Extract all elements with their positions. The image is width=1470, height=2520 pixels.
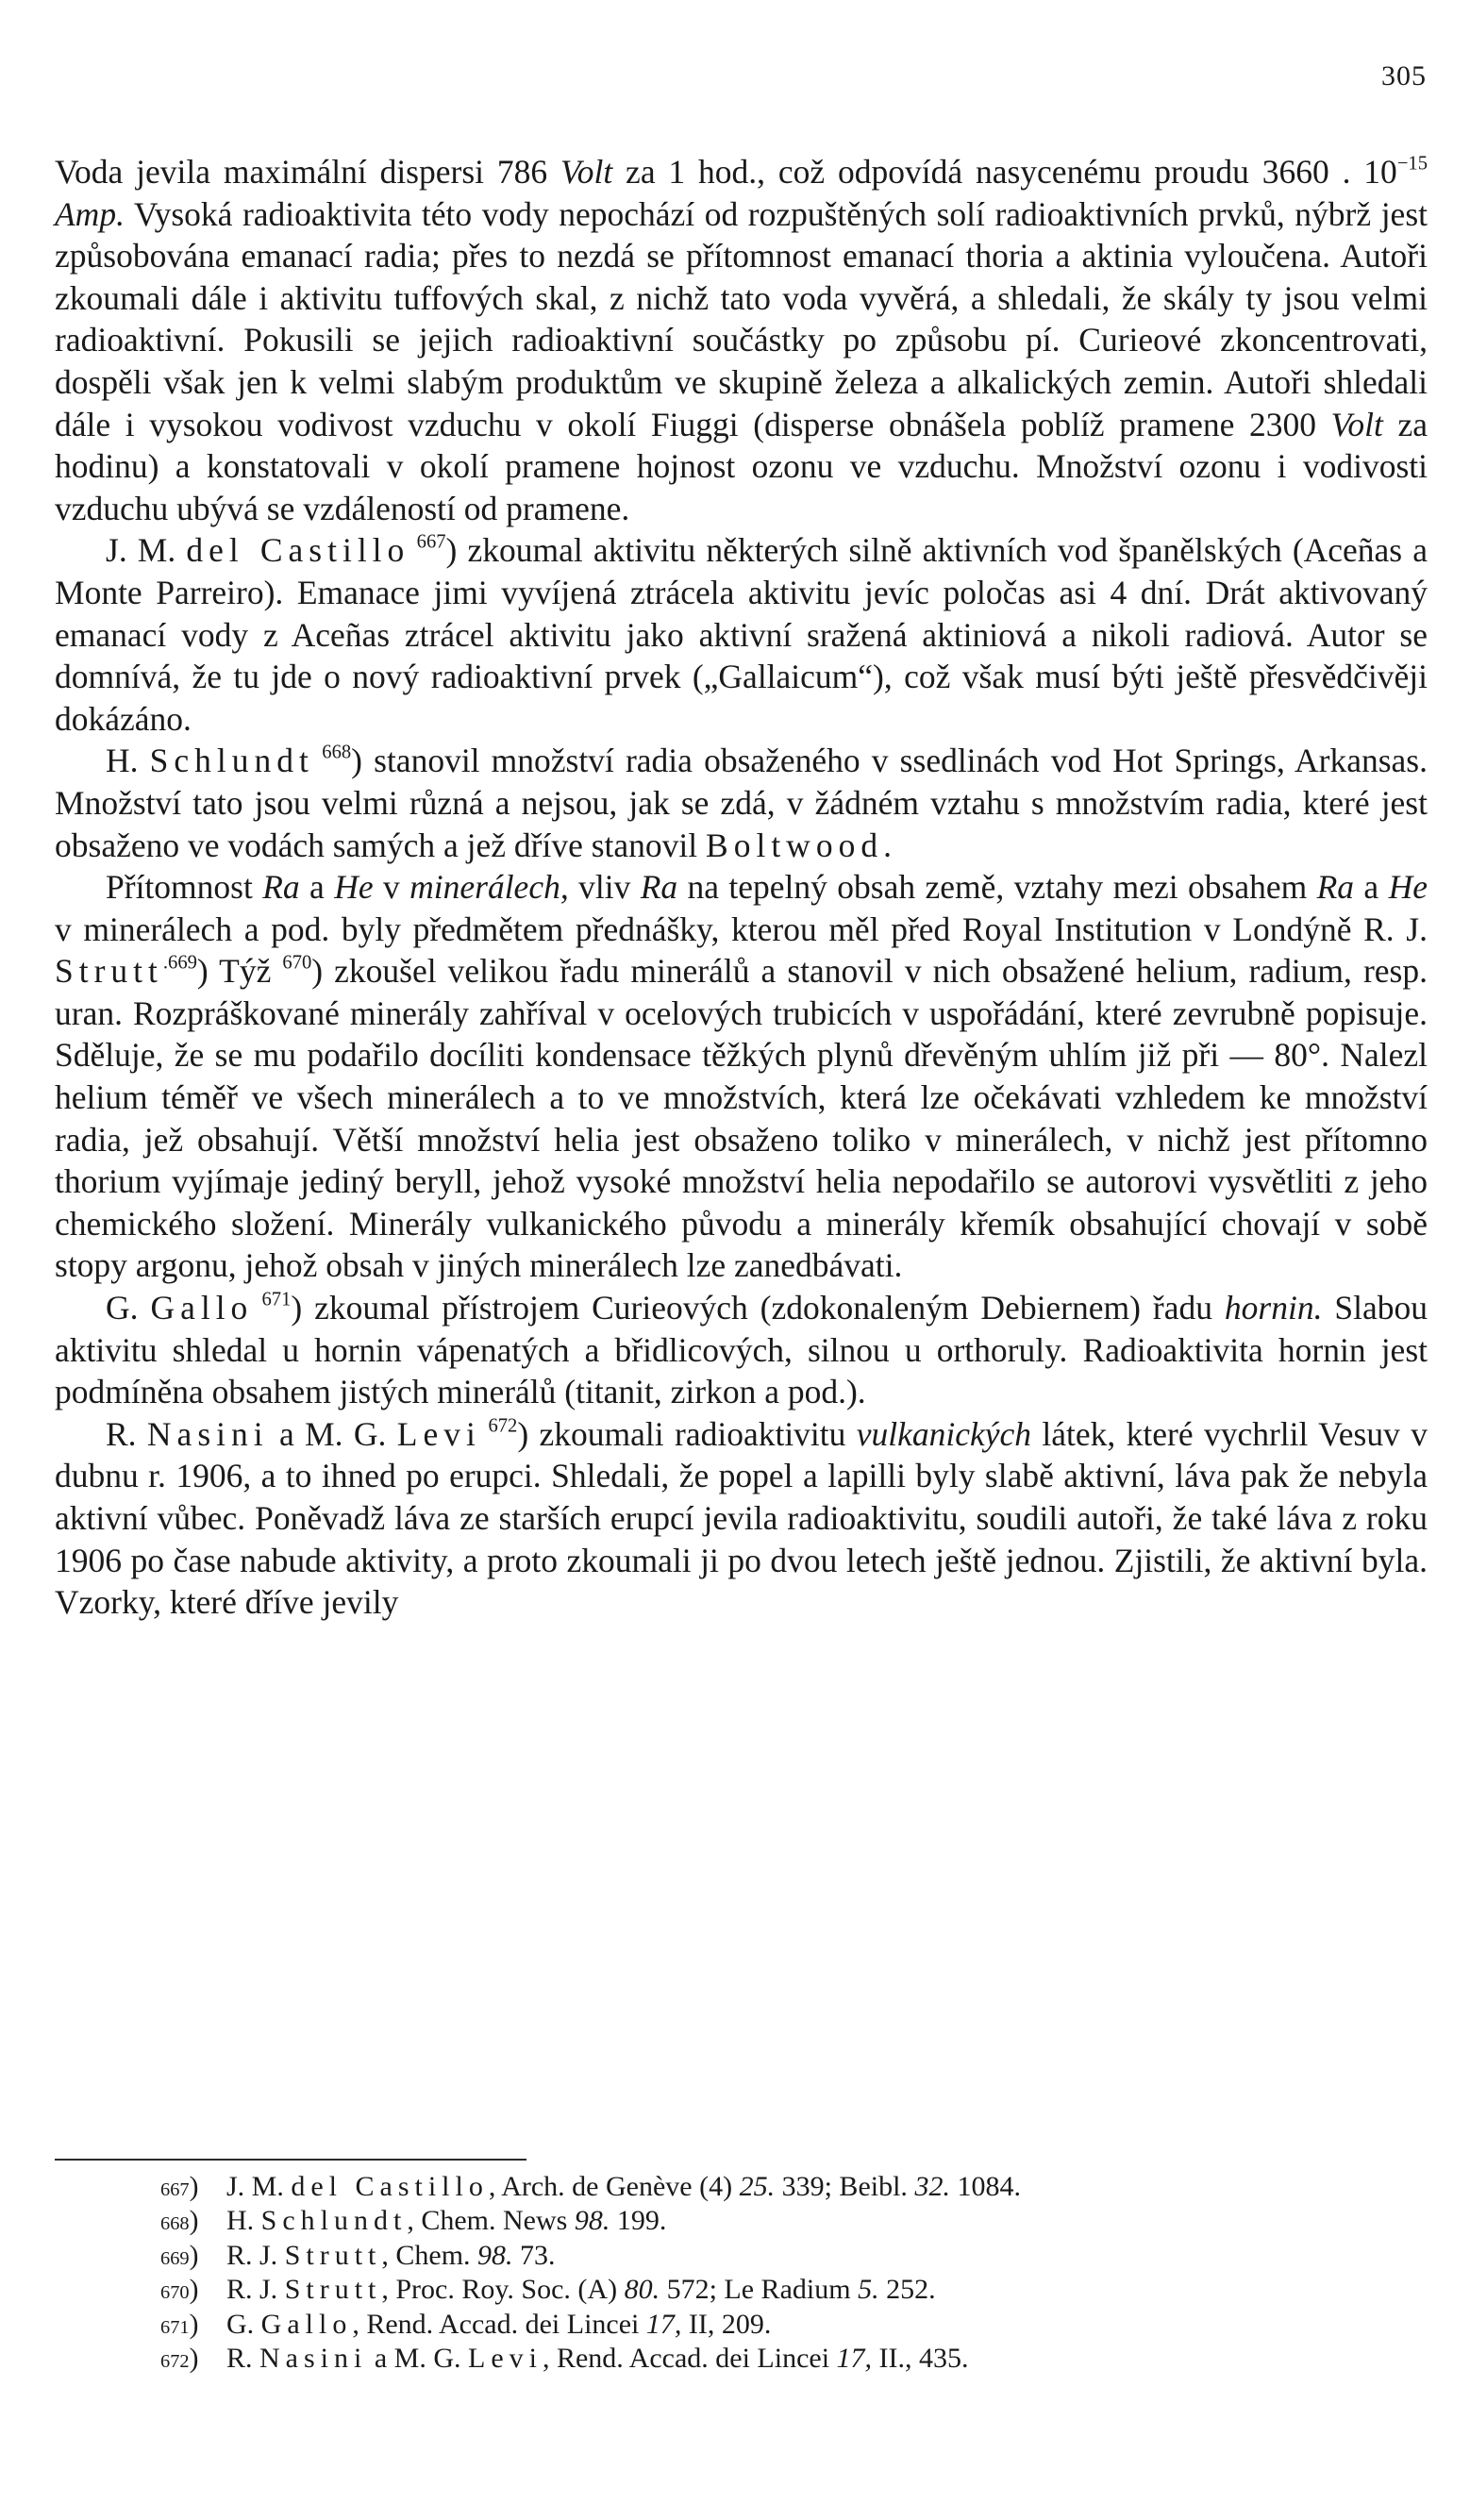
italic-text: Volt: [1330, 405, 1383, 443]
text-run: Voda jevila maximální dispersi 786: [55, 153, 560, 191]
text-run: H.: [226, 2205, 261, 2237]
italic-text: 17,: [645, 2308, 682, 2340]
footnote-text: [226, 2240, 556, 2271]
author-name: Strutt: [55, 952, 163, 991]
text-run: v: [373, 868, 410, 907]
text-run: G.: [106, 1289, 151, 1327]
footnote-text: [226, 2343, 969, 2374]
italic-text: 17,: [836, 2343, 873, 2375]
text-run: na tepelný obsah země, vztahy mezi obsahem: [677, 868, 1317, 907]
text-run: za 1 hod., což odpovídá nasycenému proudu 3660 . 10: [612, 153, 1397, 191]
footnote: [55, 2273, 1428, 2307]
author-name: Strutt: [284, 2239, 382, 2271]
author-name: Boltwood: [706, 826, 884, 864]
text-run: 339; Beibl.: [775, 2171, 915, 2202]
author-name: Nasini: [259, 2343, 368, 2375]
footnote-number: 670 ): [160, 2273, 198, 2310]
footnote-ref: 670: [282, 952, 312, 974]
text-run: ) stanovil množství radia obsaženého v ssedlinách vod Hot Springs, Arkansas. Množství tato jsou velmi různá a nejsou, jak se zdá, v žádném vztahu s množstvím radia, které jest obsaženo ve vodách samých a jež dříve stanovil: [55, 742, 1428, 864]
text-run: R. J.: [226, 2274, 285, 2306]
italic-text: vulkanických: [856, 1414, 1032, 1453]
italic-text: Ra: [262, 868, 300, 907]
text-run: , Rend. Accad. dei Lincei: [352, 2308, 646, 2340]
footnote: [55, 2239, 1428, 2273]
footnote-ref: .669: [162, 952, 197, 974]
text-run: ) zkoušel velikou řadu minerálů a stanovil v nich obsažené helium, radium, resp. uran. Rozpráškované minerály zahříval v ocelových trubicích v uspořádání, které zevrubně popisuje. Sděluje, že se mu podařilo docíliti kondensace těžkých plynů dřevěným uhlím již při — 80°. Nalezl helium téměř ve všech minerálech a to ve množstvích, která lze očekávati vzhledem ke množství radia, jež obsahují. Větší množství helia jest obsaženo toliko v minerálech, v nichž jest přítomno thorium vyjímaje jediný beryll, jehož vysoké množství helia nepodařilo se autorovi vysvětliti z jeho chemického složení. Minerály vulkanického původu a minerály křemík obsahující chovají v sobě stopy argonu, jehož obsah v jiných minerálech lze zanedbávati.: [55, 952, 1428, 1285]
italic-text: 98.: [477, 2239, 513, 2271]
text-run: a: [1354, 868, 1389, 907]
footnote-text: [226, 2171, 1021, 2202]
italic-text: 98.: [574, 2205, 610, 2237]
paragraph: [55, 529, 1428, 740]
paragraph: [55, 1287, 1428, 1413]
italic-text: Ra: [640, 868, 678, 907]
text-run: a M. G.: [268, 1414, 397, 1453]
text-run: H.: [106, 742, 150, 780]
text-run: II, 209.: [681, 2308, 772, 2340]
footnote-ref: 672: [480, 1415, 518, 1437]
page-number: 305: [1381, 60, 1427, 92]
footnote-divider: [55, 2159, 526, 2161]
text-run: , Arch. de Genève (4): [488, 2171, 740, 2202]
text-run: , Chem. News: [407, 2205, 575, 2237]
text-run: 572; Le Radium: [660, 2274, 859, 2306]
italic-text: Ra: [1316, 868, 1355, 907]
author-name: del Castillo: [291, 2171, 489, 2202]
text-run: ) zkoumali radioaktivitu: [517, 1414, 857, 1453]
paragraph: [55, 740, 1428, 866]
footnote-number: 667 ): [160, 2170, 198, 2207]
text-run: Slabou aktivitu shledal u hornin vápenatých a břidlicových, silnou u orthoruly. Radioaktivita hornin jest podmíněna obsahem jistých minerálů (titanit, zirkon a pod.).: [55, 1289, 1428, 1411]
italic-text: He: [334, 868, 374, 907]
author-name: Nasini: [146, 1414, 269, 1453]
text-run: vliv: [568, 868, 641, 907]
text-run: v minerálech a pod. byly předmětem přednášky, kterou měl před Royal Institution v Londýně R. J.: [55, 910, 1428, 948]
footnote: [55, 2170, 1428, 2204]
text-run: za hodinu) a konstatovali v okolí pramene hojnost ozonu ve vzduchu. Množství ozonu i vodivosti vzduchu ubývá se vzdáleností od pramene.: [55, 405, 1428, 527]
footnote: [55, 2342, 1428, 2376]
text-run: , Rend. Accad. dei Lincei: [542, 2343, 837, 2375]
text-run: 1084.: [949, 2171, 1021, 2202]
paragraph: [55, 151, 1428, 529]
paragraph: [55, 1413, 1428, 1624]
footnote-ref: 668: [313, 742, 352, 763]
text-run: 73.: [512, 2239, 556, 2271]
italic-text: Amp.: [55, 194, 125, 233]
italic-text: Volt: [560, 153, 613, 191]
body-text: [55, 151, 1428, 1624]
italic-text: 5.: [858, 2274, 879, 2306]
text-run: , Chem.: [381, 2239, 478, 2271]
text-run: , Proc. Roy. Soc. (A): [381, 2274, 625, 2306]
footnotes: [55, 2170, 1428, 2376]
author-name: Levi: [468, 2343, 543, 2375]
paragraph: [55, 866, 1428, 1287]
author-name: Gallo: [260, 2308, 353, 2340]
footnote-ref: 671: [253, 1289, 292, 1310]
footnote-number: 668 ): [160, 2204, 198, 2241]
text-run: a: [299, 868, 335, 907]
text-run: R.: [226, 2343, 260, 2375]
footnote-ref: 667: [409, 531, 446, 553]
italic-text: minerálech,: [409, 868, 569, 907]
author-name: del Castillo: [186, 531, 410, 570]
footnote-number: 672 ): [160, 2342, 198, 2378]
footnote-text: [226, 2309, 771, 2340]
text-run: R.: [106, 1414, 147, 1453]
footnote-text: [226, 2274, 936, 2305]
text-run: Přítomnost: [106, 868, 263, 907]
text-run: Vysoká radioaktivita této vody nepochází od rozpuštěných solí radioaktivních prvků, nýbrž jest způsobována emanací radia; přes to nezdá se přítomnost emanací thoria a aktinia vyloučena. Autoři zkoumali dále i aktivitu tuffových skal, z nichž tato voda vyvěrá, a shledali, že skály ty jsou velmi radioaktivní. Pokusili se jejich radioaktivní součástky po způsobu pí. Curieové zkoncentrovati, dospěli však jen k velmi slabým produktům ve skupině železa a alkalických zemin. Autoři shledali dále i vysokou vodivost vzduchu v okolí Fiuggi (disperse obnášela poblíž pramene 2300: [55, 194, 1428, 443]
footnote: [55, 2308, 1428, 2342]
text-run: a M. G.: [367, 2343, 468, 2375]
italic-text: hornin.: [1224, 1289, 1323, 1327]
footnote-number: 671 ): [160, 2308, 198, 2345]
footnote-text: [226, 2205, 666, 2236]
author-name: Strutt: [284, 2274, 382, 2306]
text-run: .: [883, 826, 892, 864]
author-name: Schlundt: [149, 742, 314, 780]
text-run: ) Týž: [196, 952, 283, 991]
text-run: R. J.: [226, 2239, 285, 2271]
italic-text: 25.: [739, 2171, 776, 2202]
author-name: Schlundt: [260, 2205, 408, 2237]
footnote-ref: −15: [1396, 153, 1428, 175]
italic-text: 80.: [624, 2274, 660, 2306]
text-run: 252.: [878, 2274, 936, 2306]
text-run: 199.: [610, 2205, 667, 2237]
text-run: ) zkoumal přístrojem Curieových (zdokonaleným Debiernem) řadu: [291, 1289, 1225, 1327]
text-run: látek, které vychrlil Vesuv v dubnu r. 1906, a to ihned po erupci. Shledali, že popel a lapilli byly slabě aktivní, láva pak že nebyla aktivní vůbec. Poněvadž láva ze starších erupcí jevila radioaktivitu, soudili autoři, že také láva z roku 1906 po čase nabude aktivity, a proto zkoumali ji po dvou letech ještě jednou. Zjistili, že aktivní byla. Vzorky, které dříve jevily: [55, 1414, 1428, 1622]
footnote: [55, 2204, 1428, 2238]
text-run: J. M.: [226, 2171, 292, 2202]
text-run: J. M.: [106, 531, 187, 570]
text-run: II., 435.: [872, 2343, 969, 2375]
text-run: G.: [226, 2308, 261, 2340]
author-name: Levi: [396, 1414, 481, 1453]
author-name: Gallo: [150, 1289, 254, 1327]
footnote-number: 669 ): [160, 2239, 198, 2276]
text-run: ) zkoumal aktivitu některých silně aktivních vod španělských (Aceñas a Monte Parreiro). Emanace jimi vyvíjená ztrácela aktivitu jevíc poločas asi 4 dní. Drát aktivovaný emanací vody z Aceñas ztrácel aktivitu jako aktivní sražená aktiniová a nikoli radiová. Autor se domnívá, že tu jde o nový radioaktivní prvek („Gallaicum“), což však musí býti ještě přesvědčivěji dokázáno.: [55, 531, 1428, 738]
italic-text: He: [1388, 868, 1428, 907]
italic-text: 32.: [914, 2171, 950, 2202]
